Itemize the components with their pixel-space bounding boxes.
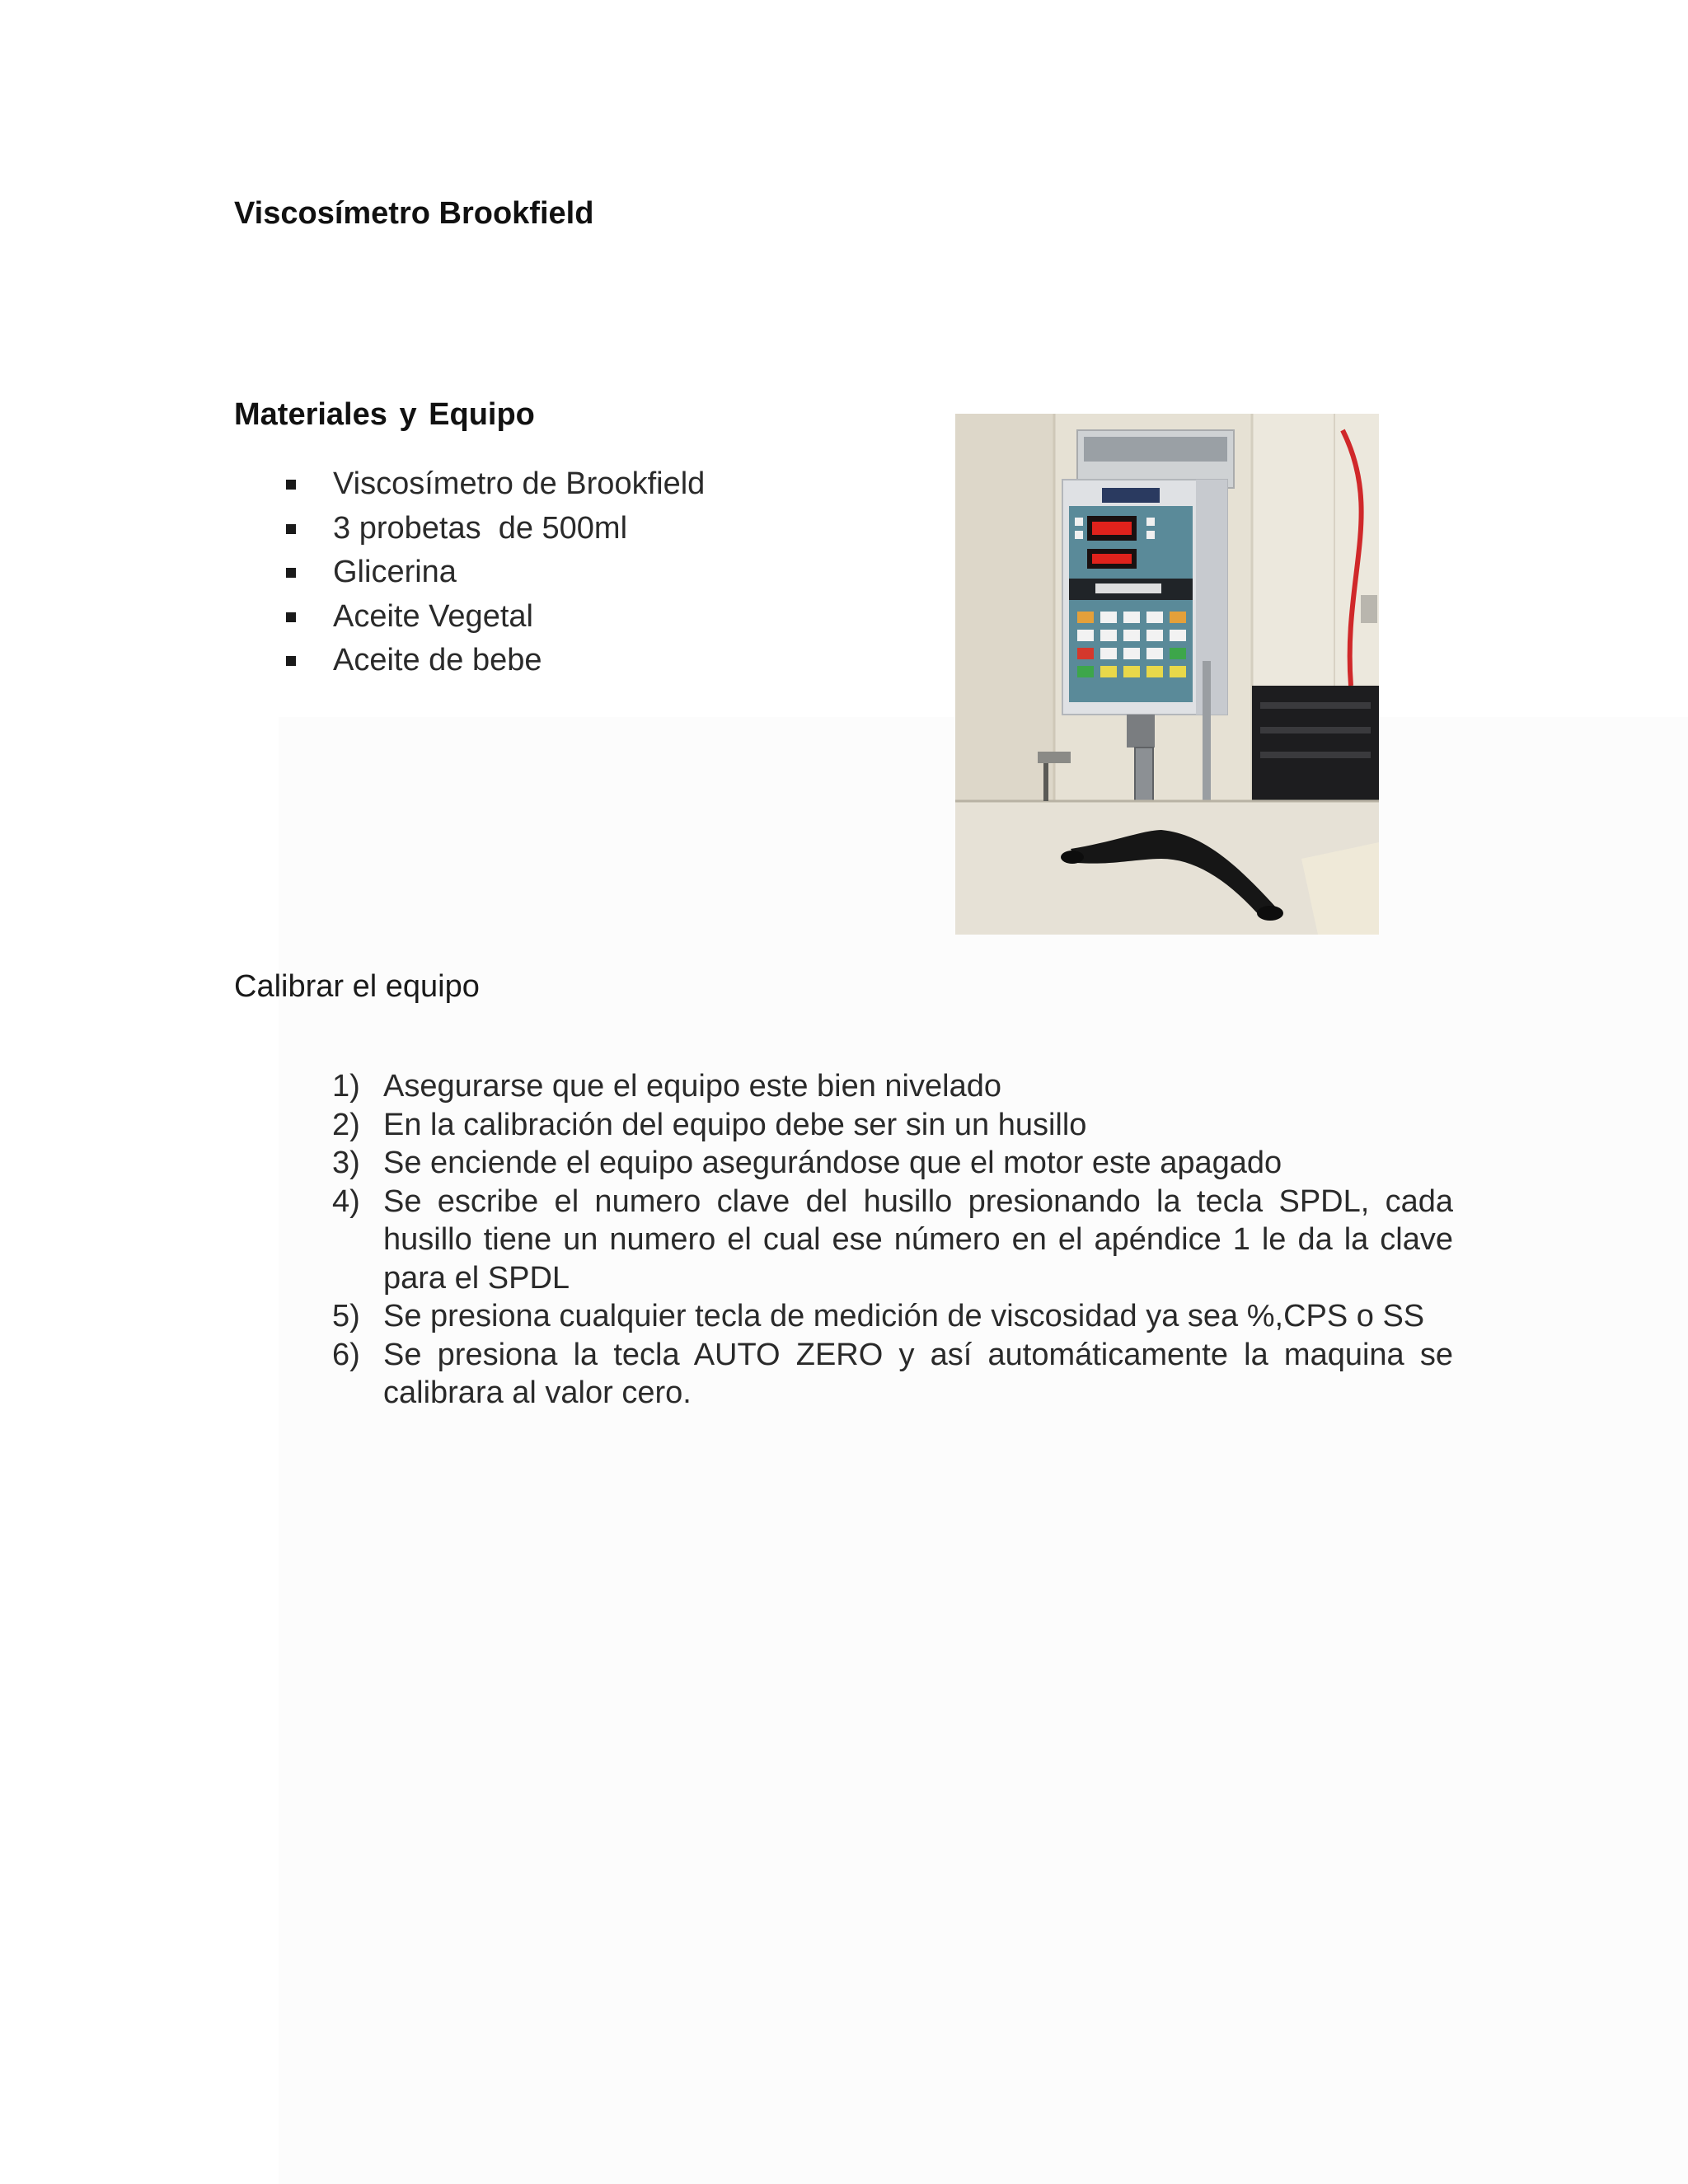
calibration-step — [332, 1183, 1453, 1298]
step-text: Asegurarse que el equipo este bien nivelado — [383, 1069, 1001, 1104]
materials-list-item — [280, 551, 705, 595]
step-text: Se enciende el equipo asegurándose que el motor este apagado — [383, 1146, 1282, 1180]
materials-list-item — [280, 507, 705, 551]
step-number: 3) — [332, 1146, 360, 1180]
viscometer-photo — [955, 414, 1379, 935]
square-bullet-icon — [286, 480, 296, 490]
page-background — [279, 717, 1688, 2184]
calibration-step — [332, 1336, 1453, 1413]
step-number: 6) — [332, 1337, 360, 1372]
step-text: Se escribe el numero clave del husillo presionando la tecla SPDL, cada husillo tiene un numero el cual ese número en el apéndice 1 le da la clave para el SPDL — [383, 1183, 1453, 1296]
step-number: 1) — [332, 1069, 360, 1104]
calibration-step — [332, 1067, 1453, 1106]
square-bullet-icon — [286, 656, 296, 666]
materials-list-item — [280, 595, 705, 640]
step-number: 2) — [332, 1107, 360, 1142]
step-number: 5) — [332, 1299, 360, 1333]
materials-item-text: 3 probetas de 500ml — [333, 510, 628, 546]
square-bullet-icon — [286, 568, 296, 578]
step-text: Se presiona la tecla AUTO ZERO y así automáticamente la maquina se calibrara al valor cero. — [383, 1337, 1453, 1410]
step-text: En la calibración del equipo debe ser sin un husillo — [383, 1107, 1087, 1142]
step-text: Se presiona cualquier tecla de medición de viscosidad ya sea %,CPS o SS — [383, 1299, 1425, 1333]
calibration-steps-list — [332, 1067, 1453, 1413]
materials-item-text: Aceite Vegetal — [333, 598, 533, 634]
materials-list-item — [280, 462, 705, 507]
viscometer-illustration — [955, 414, 1379, 935]
materials-heading: Materiales y Equipo — [234, 397, 535, 432]
square-bullet-icon — [286, 524, 296, 534]
materials-list-item — [280, 639, 705, 683]
materials-item-text: Aceite de bebe — [333, 643, 542, 677]
calibration-step — [332, 1297, 1453, 1336]
materials-item-text: Glicerina — [333, 555, 457, 589]
step-number: 4) — [332, 1183, 360, 1219]
materials-item-text: Viscosímetro de Brookfield — [333, 466, 706, 501]
calibration-step — [332, 1144, 1453, 1183]
calibration-step — [332, 1106, 1453, 1145]
document-title: Viscosímetro Brookfield — [234, 196, 594, 231]
square-bullet-icon — [286, 612, 296, 622]
calibration-heading: Calibrar el equipo — [234, 969, 480, 1004]
materials-list — [280, 462, 705, 683]
